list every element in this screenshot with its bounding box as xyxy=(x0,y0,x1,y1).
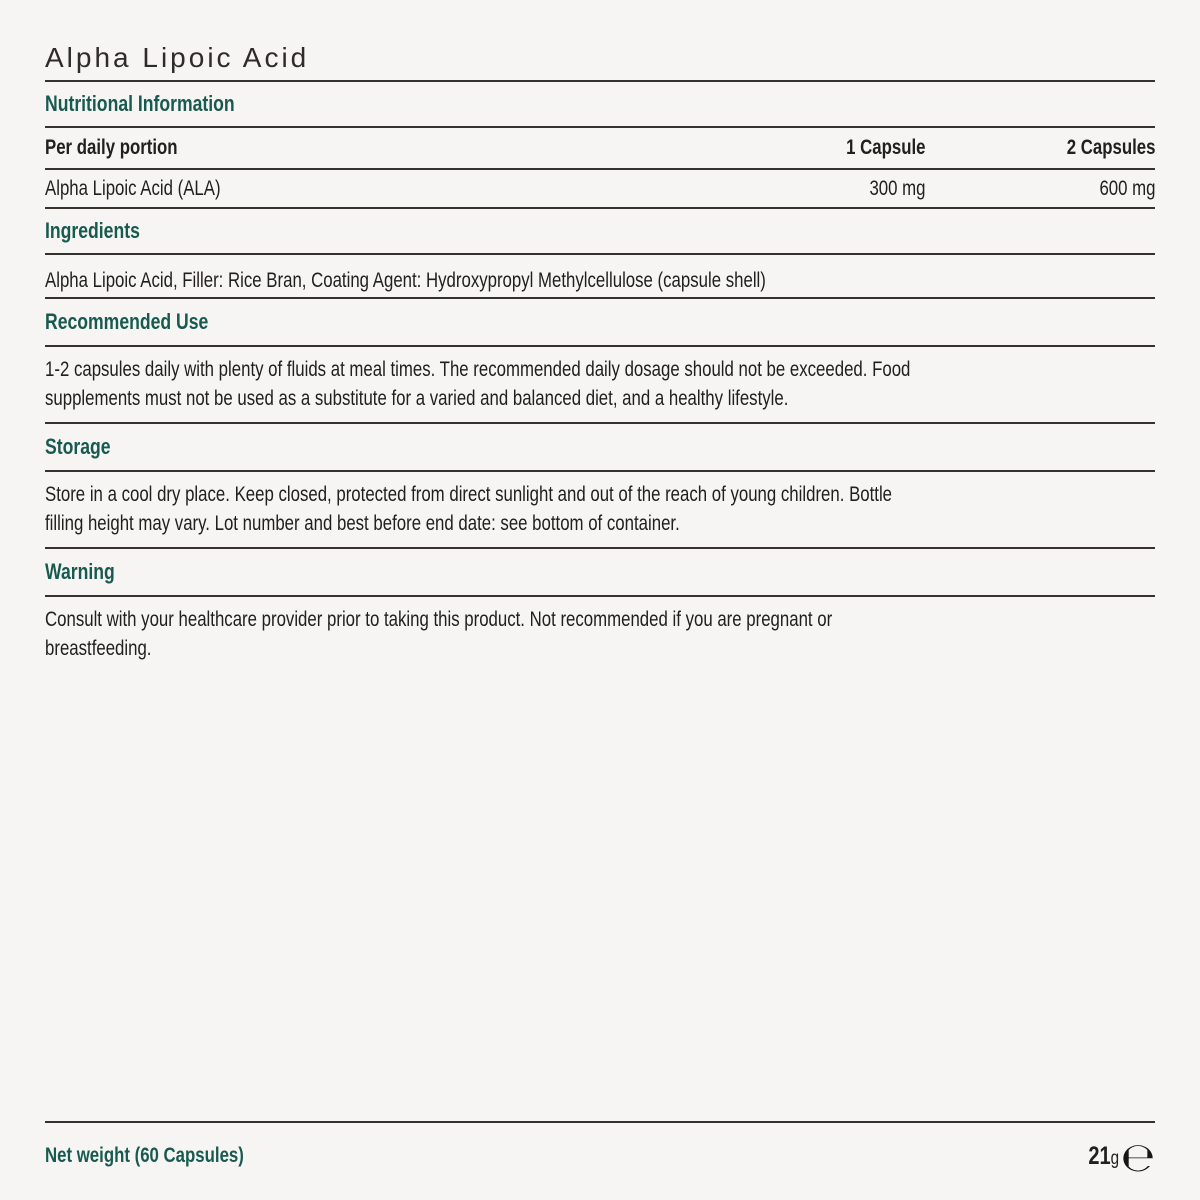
nutrition-table-row xyxy=(45,170,1155,207)
footer xyxy=(45,1121,1155,1200)
warning-body xyxy=(45,597,1155,663)
section-title-nutritional-information xyxy=(45,82,1155,126)
table-header-col1-cell: 1 Capsule xyxy=(845,136,925,159)
section-title-storage: Storage xyxy=(45,434,111,459)
ingredients-body xyxy=(45,255,1155,297)
section-title-recommended-use: Recommended Use xyxy=(45,309,209,334)
storage-body xyxy=(45,472,1155,547)
weight-amount: 21g xyxy=(1088,1142,1119,1170)
row-col1-cell: 300 mg xyxy=(868,176,925,200)
table-header-col2-cell: 2 Capsules xyxy=(1066,136,1155,159)
page-title: Alpha Lipoic Acid xyxy=(45,42,310,73)
storage-body-text: Store in a cool dry place. Keep closed, protected from direct sunlight and out of the reach of young children. Bottle filling height may vary. Lot number and best before end date: see bottom of container. xyxy=(45,483,893,535)
row-label-cell: Alpha Lipoic Acid (ALA) xyxy=(45,176,221,200)
section-title-warning: Warning xyxy=(45,559,115,584)
net-weight-label: Net weight (60 Capsules) xyxy=(45,1144,244,1167)
section-title-ingredients: Ingredients xyxy=(45,218,140,243)
row-col2-cell: 600 mg xyxy=(1098,176,1155,200)
net-weight-value xyxy=(1080,1135,1155,1181)
recommended-use-body-text: 1-2 capsules daily with plenty of fluids at meal times. The recommended daily dosage should not be exceeded. Food supplements must not be used as a substitute for a varied and balanced diet, and a healthy lifestyle. xyxy=(45,358,911,410)
warning-body-text: Consult with your healthcare provider prior to taking this product. Not recommended if you are pregnant or breastfeeding. xyxy=(45,608,833,660)
ingredients-body-text: Alpha Lipoic Acid, Filler: Rice Bran, Coating Agent: Hydroxypropyl Methylcellulose (capsule shell) xyxy=(45,268,766,292)
estimated-sign-icon: ℮ xyxy=(1120,1135,1155,1181)
nutrition-table-header-row xyxy=(45,128,1155,168)
section-title-text: Nutritional Information xyxy=(45,91,235,116)
recommended-use-body xyxy=(45,347,1155,422)
title-block xyxy=(45,0,1155,80)
table-header-label-cell: Per daily portion xyxy=(45,136,178,159)
